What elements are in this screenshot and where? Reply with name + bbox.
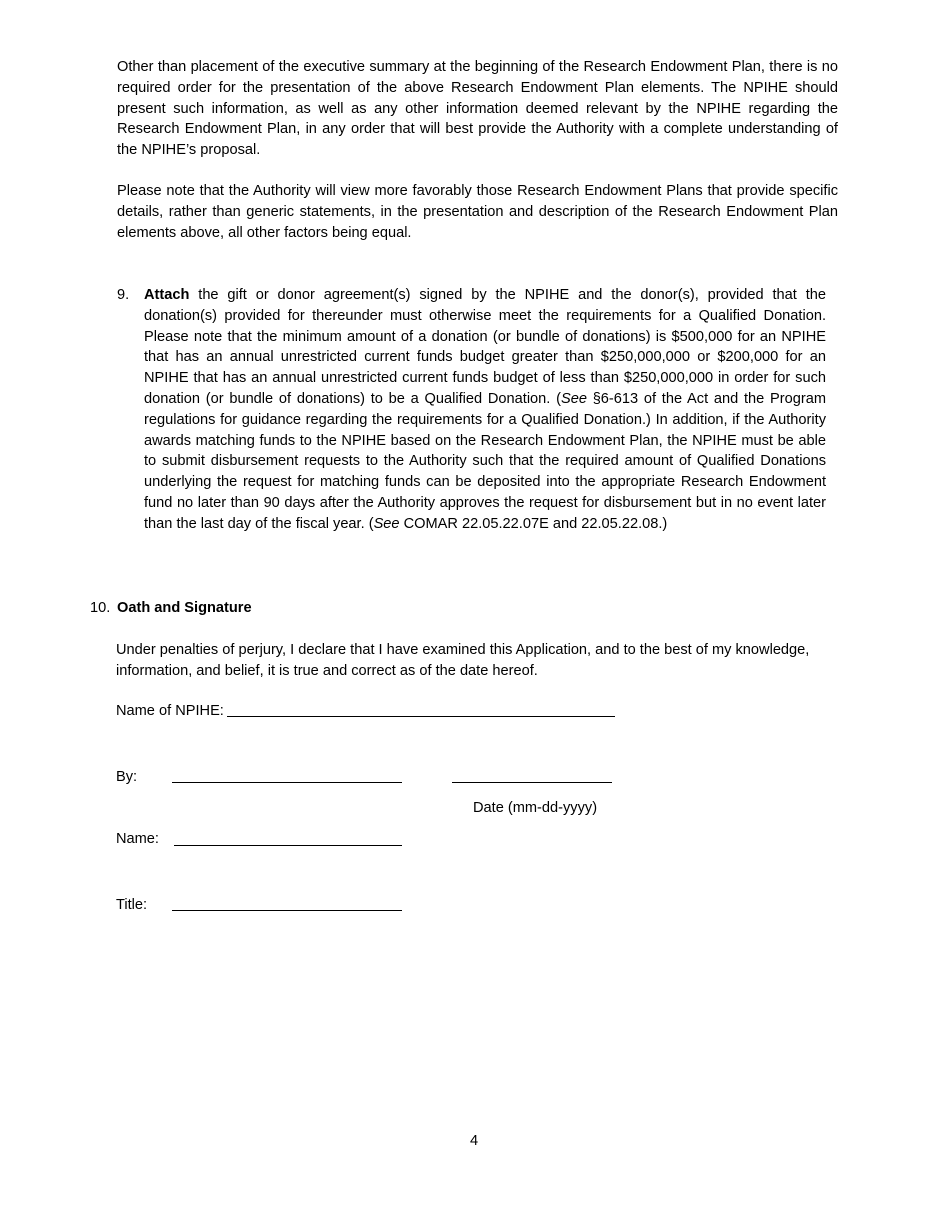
signature-line[interactable] (172, 782, 402, 783)
name-of-npihe-label: Name of NPIHE: (116, 703, 224, 719)
item-10-number: 10. (90, 600, 111, 616)
paragraph-presentation-order: Other than placement of the executive summary at the beginning of the Research Endowment Plan, there is no required order for the presentation of the above Research Endowment Plan elements. The NPIHE should present such information, as well as any other information deemed relevant by the NPIHE regarding the Research Endowment Plan, in any order that will best provide the Authority with a complete understanding of the NPIHE’s proposal. (117, 59, 838, 159)
item-9-attach-paragraph (144, 285, 826, 535)
item-10-heading: Oath and Signature (117, 600, 252, 616)
item-9-text-b: §6-613 of the Act and the Program regulations for guidance regarding the requirements for a Qualified Donation.) In addition, if the Authority awards matching funds to the NPIHE based on the Research Endowment Plan, the NPIHE must be able to submit disbursement requests to the Authority such that the required amount of Qualified Donations underlying the request for matching funds can be deposited into the appropriate Research Endowment fund no later than 90 days after the Authority approves the request for disbursement but in no event later than the last day of the fiscal year. ( (144, 390, 826, 532)
item-9-lead: Attach (144, 287, 190, 303)
paragraph-favorable-plans: Please note that the Authority will view more favorably those Research Endowment Plans that provide specific details, rather than generic statements, in the presentation and description of the Research Endowment Plan elements above, all other factors being equal. (117, 183, 838, 241)
date-label: Date (mm-dd-yyyy) (473, 800, 598, 816)
name-label: Name: (116, 831, 159, 847)
date-line[interactable] (452, 782, 612, 783)
item-9-text-a: the gift or donor agreement(s) signed by the NPIHE and the donor(s), provided that the donation(s) provided for thereunder must otherwise meet the requirements for a Qualified Donation. Please note that the minimum amount of a donation (or bundle of donations) is $500,000 for an NPIHE that has an annual unrestricted current funds budget greater than $250,000,000 or $200,000 for an NPIHE that has an annual unrestricted current funds budget of less than $250,000,000 in order for such donation (or bundle of donations) to be a Qualified Donation. ( (144, 287, 826, 407)
item-9-text-c: COMAR 22.05.22.07E and 22.05.22.08.) (399, 515, 668, 532)
item-9-see-2: See (373, 515, 400, 532)
title-line[interactable] (172, 910, 402, 911)
by-label: By: (116, 769, 138, 785)
title-label: Title: (116, 897, 148, 913)
page-number: 4 (470, 1133, 479, 1149)
oath-declaration: Under penalties of perjury, I declare that I have examined this Application, and to the best of my knowledge, information, and belief, it is true and correct as of the date hereof. (116, 642, 810, 679)
item-9-number: 9. (117, 287, 130, 303)
name-of-npihe-line[interactable] (227, 716, 615, 717)
name-line[interactable] (174, 845, 402, 846)
item-9-see-1: See (560, 390, 587, 407)
